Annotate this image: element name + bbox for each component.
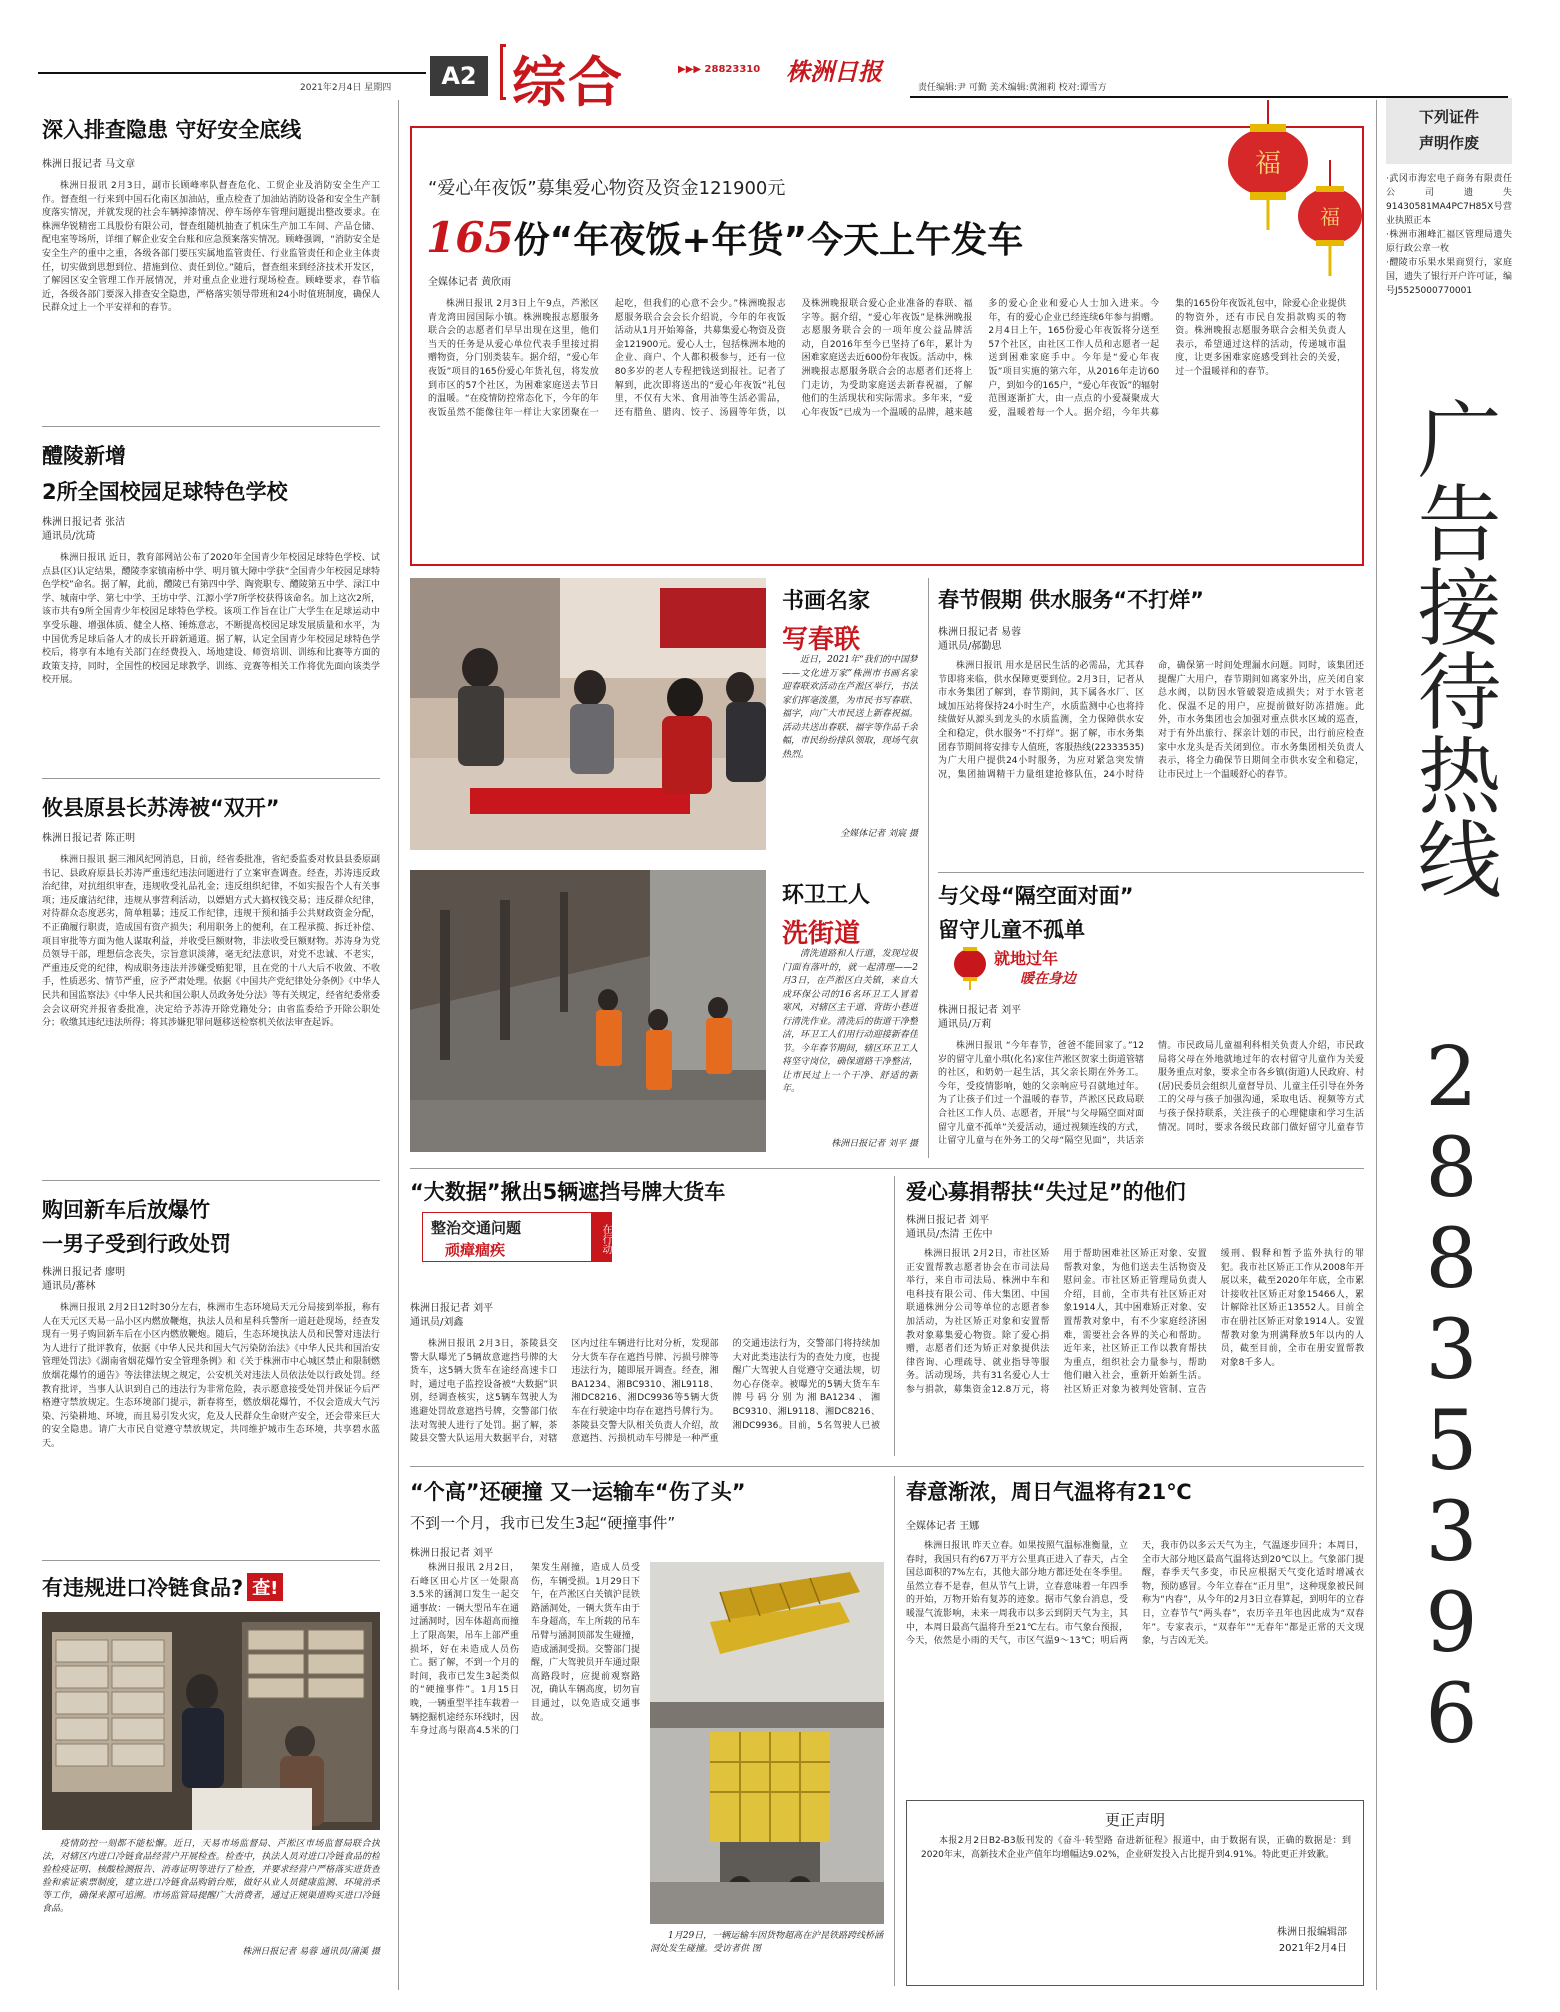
byline: 株洲日报记者 廖明	[42, 1267, 126, 1278]
lead-headline-number: 165	[426, 213, 514, 262]
section-name: 综合	[512, 51, 624, 114]
byline-2: 通讯员/杰清 王佐中	[906, 1229, 993, 1240]
headline: 与父母“隔空面对面”	[938, 884, 1134, 908]
headline: 深入排查隐患 守好安全底线	[42, 118, 302, 142]
headline: 春意渐浓，周日气温将有21℃	[906, 1480, 1192, 1504]
warehouse-scene	[42, 1612, 380, 1830]
local-new-year-badge	[950, 944, 1134, 994]
byline-2: 通讯员/沈琦	[42, 531, 96, 542]
article-coldchain	[42, 1572, 380, 1957]
headline: “大数据”揪出5辆遮挡号牌大货车	[410, 1180, 726, 1204]
byline-2: 通讯员/蕃林	[42, 1281, 96, 1292]
tag-side: 在行动	[591, 1213, 611, 1261]
article-football	[42, 440, 380, 752]
rule	[42, 1180, 380, 1181]
rule	[42, 426, 380, 427]
notice-title-2: 声明作废	[1418, 134, 1479, 152]
headline-2: 一男子受到行政处罚	[42, 1232, 231, 1256]
column-divider	[894, 1176, 895, 1456]
cleaning-caption: 清洗道路和人行道，发现垃圾门面有落叶的，就一起清理——2月3日，在芦淞区白关镇，来自大成环保公司的16名环卫工人冒着寒风，对辖区主干道、背街小巷进行清洗作业。清洗后的街道干净整洁，环卫工人们用行动迎接新春佳节。今年春节期间，辖区环卫工人将坚守岗位，确保道路干净整洁，让市民过上一个干净、舒适的新年。	[782, 949, 918, 1094]
headline: 有违规进口冷链食品?	[42, 1576, 244, 1600]
svg-text:福: 福	[1320, 205, 1340, 229]
crane-scene	[650, 1562, 884, 1924]
tall-body: 株洲日报讯 2月2日，石峰区田心片区一处限高3.5米的涵洞口发生一起交通事故：一辆大型吊车在通过涵洞时，因车体超高而撞上了限高架，吊车上部严重损坏，好在未造成人员伤亡。据了解，不到一个月的时间，我市已发生3起类似的“硬撞事件”。1月15日晚，一辆重型半挂车载着一辆挖掘机途经东环线时，因车身过高与限高4.5米的门架发生剐撞，造成人员受伤，车辆受损。1月29日下午，在芦淞区白关镇沪昆铁路涵洞处，一辆大货车由于车身超高，车上所载的吊车吊臂与涵洞顶部发生碰撞，造成涵洞受损。交警部门提醒，广大驾驶员开车通过限高路段时，应提前观察路况，确认车辆高度，切勿盲目通过，以免造成交通事故。	[410, 1563, 640, 1737]
headline: 爱心募捐帮扶“失过足”的他们	[906, 1180, 1186, 1204]
lantern-icon	[1210, 100, 1370, 290]
street-cleaning-photo	[410, 870, 766, 1152]
correction-title: 更正声明	[1104, 1811, 1165, 1829]
body-text: 株洲日报讯 2月2日，市社区矫正安置帮教志愿者协会在市司法局举行，来自市司法局、株洲中车和电科技有限公司、伟大集团、中国联通株洲分公司等单位的志愿者参加活动，为社区矫正对象和安置帮教对象募集爱心物资。除了爱心捐赠，志愿者们还为矫正对象提供法律咨询、心理疏导、就业指导等服务。活动现场，共有31名爱心人士参与捐款，募集资金12.8万元，将用于帮助困难社区矫正对象、安置帮教对象，为他们送去生活物资及慰问金。市社区矫正管理局负责人介绍，目前，全市共有社区矫正对象1914人，其中困难矫正对象、安置帮教对象中，有不少家庭经济困难，需要社会各界的关心和帮助。近年来，社区矫正工作以教育帮扶为重点，组织社会力量参与，帮助他们融入社会，重新开始新生活。社区矫正对象为被判处管制、宣告缓刑、假释和暂予监外执行的罪犯。我市社区矫正工作从2008年开展以来，截至2020年年底，全市累计接收社区矫正对象15466人，累计解除社区矫正13552人。目前全市在册社区矫正对象1914人。安置帮教对象为刑满释放5年以内的人员，截至目前，全市在册安置帮教对象8千多人。	[906, 1249, 1364, 1395]
rule	[42, 1560, 380, 1561]
tag-line-1: 整治交通问题	[431, 1219, 522, 1237]
cleaning-credit: 株洲日报记者 刘平 摄	[831, 1139, 918, 1149]
page-number: A2	[430, 56, 488, 96]
lead-body: 株洲日报讯 2月3日上午9点，芦淞区青龙湾田园国际小镇。株洲晚报志愿服务联合会的志愿者们早早出现在这里，他们当天的任务是从爱心单位代表手里接过捐赠物资，分门别类装车。据介绍，“爱心年夜饭”项目的165份爱心年货礼包，将发放到市区的57个社区，为困难家庭送去节日的温暖。“在疫情防控常态化下，今年的年夜饭虽然不能像往年一样让大家团聚在一起吃，但我们的心意不会少。”株洲晚报志愿服务联合会会长介绍说，今年的年夜饭活动从1月开始筹备，共募集爱心物资及资金121900元。爱心人士，包括株洲本地的企业、商户、个人都积极参与，还有一位80多岁的老人专程把钱送到报社。记者了解到，此次即将送出的“爱心年夜饭”礼包里，不仅有大米、食用油等生活必需品，还有腊鱼、腊肉、饺子、汤圆等年货，以及株洲晚报联合爱心企业准备的春联、福字等。据介绍，“爱心年夜饭”是株洲晚报志愿服务联合会的一项年度公益品牌活动，自2016年至今已坚持了6年，累计为困难家庭送去近600份年夜饭。活动中，株洲晚报志愿服务联合会的志愿者们还将上门走访，为受助家庭送去新春祝福，了解他们的生活现状和实际需求。多年来，“爱心年夜饭”已成为一个温暖的品牌，越来越多的爱心企业和爱心人士加入进来。今年，有的爱心企业已经连续6年参与捐赠。2月4日上午，165份爱心年夜饭将分送至57个社区，由社区工作人员和志愿者一起送到困难家庭手中。今年是“爱心年夜饭”项目实施的第六年，从2016年走访60户，到如今的165户，“爱心年夜饭”的辐射范围逐渐扩大，由一点点的小爱凝聚成大爱，温暖着每一个人。据介绍，今年共募集的165份年夜饭礼包中，除爱心企业提供的物资外，还有市民自发捐款购买的物资。株洲晚报志愿服务联合会相关负责人表示，希望通过这样的活动，传递城市温度，让更多困难家庭感受到社会的关爱，过一个温暖祥和的春节。	[428, 299, 1346, 418]
label-line-2: 写春联	[782, 625, 861, 655]
column-divider	[398, 100, 399, 1990]
calligraphy-label	[782, 584, 918, 656]
article-firecracker	[42, 1194, 380, 1516]
rule	[42, 778, 380, 779]
label-line-1: 环卫工人	[782, 883, 871, 908]
headline: 春节假期 供水服务“不打烊”	[938, 588, 1204, 612]
street-scene	[410, 870, 766, 1152]
headline-2: 2所全国校园足球特色学校	[42, 480, 288, 504]
byline: 株洲日报记者 刘平	[410, 1548, 494, 1559]
notice-item: ·醴陵市乐果水果商贸行，家庭国，遗失了银行开户许可证，编号J5525000770001	[1386, 258, 1513, 296]
ad-label: 广告接待热线	[1404, 396, 1502, 900]
header-date: 2021年2月4日 星期四	[300, 83, 392, 93]
paper-logo: 株洲日报	[786, 57, 882, 86]
masthead	[0, 0, 1560, 114]
article-trucks	[410, 1176, 880, 1206]
correction-box	[906, 1800, 1364, 1986]
byline: 株洲日报记者 刘平	[906, 1215, 990, 1226]
notice-item: ·武冈市海宏电子商务有限责任公司遗失91430581MA4PC7H85X号营业执照正本	[1386, 174, 1512, 226]
photo-caption: 疫情防控一刻都不能松懈。近日，天易市场监督局、芦淞区市场监督局联合执法，对辖区内进口冷链食品经营户开展检查。检查中，执法人员对进口冷链食品的检验检疫证明、核酸检测报告、消毒证明等进行了检查，并要求经营户严格落实进货查验和索证索票制度，建立进口冷链食品购销台账，做好从业人员健康监测、环境消杀等工作，确保来源可追溯。市场监管局提醒广大消费者，通过正规渠道购买进口冷链食品。	[42, 1839, 380, 1914]
lead-headline	[426, 212, 1023, 263]
byline: 株洲日报记者 陈正明	[42, 833, 136, 844]
byline-2: 通讯员/郝勤思	[938, 641, 1002, 652]
lead-kicker: “爱心年夜饭”募集爱心物资及资金121900元	[428, 178, 786, 199]
children-byline: 株洲日报记者 刘平	[938, 1005, 1022, 1016]
cleaning-label	[782, 878, 918, 950]
correction-body: 本报2月2日B2-B3版刊发的《奋斗·转型路 奋进新征程》报道中，由于数据有误，正确的数据是：到2020年末，高新技术企业产值年均增幅达9.02%，企业研发投入占比提升到4.91%。特此更正并致歉。	[921, 1836, 1351, 1860]
sidebar-divider	[1376, 100, 1377, 1990]
byline: 株洲日报记者 马文章	[42, 159, 136, 170]
subheadline: 不到一个月，我市已发生3起“硬撞事件”	[410, 1514, 676, 1532]
calligraphy-caption: 近日，2021年“我们的中国梦——文化进万家”株洲市书画名家迎春联欢活动在芦淞区举行，书法家们挥毫泼墨，为市民书写春联、福字，向广大市民送上新春祝福。活动共送出春联、福字等作品千余幅，市民纷纷排队领取，现场气氛热烈。	[782, 655, 918, 760]
section-bracket	[500, 44, 506, 100]
badge-line-1: 就地过年	[994, 949, 1059, 968]
lead-headline-text: 份“年夜饭+年货”今天上午发车	[513, 220, 1024, 261]
calligraphy-credit: 全媒体记者 刘宸 摄	[840, 829, 918, 839]
correction-date: 2021年2月4日	[1278, 1943, 1347, 1954]
badge-line-2: 暖在身边	[1020, 971, 1076, 987]
header-rule-left	[38, 72, 426, 74]
trucks-body: 株洲日报讯 2月3日，茶陵县交警大队曝光了5辆故意遮挡号牌的大货车，这5辆大货车在途经高速卡口时，通过电子监控设备被“大数据”识别，经调查核实，这5辆车驾驶人为逃避处罚故意遮挡号牌，交警部门依法对驾驶人进行了处罚。据了解，茶陵县交警大队运用大数据平台，对辖区内过往车辆进行比对分析，发现部分大货车存在遮挡号牌、污损号牌等违法行为，随即展开调查。经查，湘BA1234、湘BC9310、湘L9118、湘DC8216、湘DC9936等5辆大货车在行驶途中均存在遮挡号牌行为。茶陵县交警大队相关负责人介绍，故意遮挡、污损机动车号牌是一种严重的交通违法行为，交警部门将持续加大对此类违法行为的查处力度，也提醒广大驾驶人自觉遵守交通法规，切勿心存侥幸。被曝光的5辆大货车车牌号码分别为湘BA1234、湘BC9310、湘L9118、湘DC8216、湘DC9936。目前，5名驾驶人已被	[410, 1339, 880, 1445]
label-line-1: 书画名家	[782, 589, 871, 614]
label-line-2: 洗街道	[782, 919, 861, 949]
photo-credit: 株洲日报记者 易蓉 通讯员/蒲溪 摄	[242, 1947, 380, 1957]
crane-caption: 1月29日，一辆运输车因货物超高在沪昆铁路跨线桥涵洞处发生碰撞。受访者供 图	[650, 1931, 884, 1954]
article-donation	[906, 1176, 1364, 1456]
article-tall-vehicle	[410, 1476, 880, 1561]
calligraphy-scene	[410, 578, 766, 850]
body-text: 株洲日报讯 据三湘风纪网消息，日前，经省委批准，省纪委监委对攸县县委原副书记、县政府原县长苏涛严重违纪违法问题进行了立案审查调查。经查，苏涛违反政治纪律，对抗组织审查，违规收受礼品礼金；违反组织纪律，不如实报告个人有关事项；违反廉洁纪律，违规从事营利活动，以嫖娼方式大搞权钱交易；违反群众纪律，对待群众态度恶劣，简单粗暴；违反工作纪律，违规干预和插手公共财政资金分配，不正确履行职责，造成国有资产损失；利用职务上的便利，在工程承揽、拆迁补偿、项目审批等方面为他人谋取利益，并收受巨额财物，非法收受巨额财物。苏涛身为党员领导干部，理想信念丧失，宗旨意识淡薄，毫无纪法意识，对党不忠诚、不老实，严重违反党的纪律，构成职务违法并涉嫌受贿犯罪，且在党的十八大后不收敛、不收手，性质恶劣、情节严重，应予严肃处理。依据《中国共产党纪律处分条例》《中华人民共和国监察法》《中华人民共和国公职人员政务处分法》等有关规定，经省纪委常委会会议研究并报省委批准，决定给予苏涛开除党籍处分；由省监委给予开除公职处分；收缴其违纪违法所得；将其涉嫌犯罪问题移送检察机关依法审查起诉。	[42, 855, 380, 1029]
rule	[410, 1168, 1364, 1169]
svg-text:福: 福	[1254, 149, 1282, 179]
headline: 购回新车后放爆竹	[42, 1198, 210, 1222]
column-divider	[928, 578, 929, 1158]
byline: 株洲日报记者 张洁	[42, 517, 126, 528]
lantern-decoration	[1210, 100, 1370, 290]
body-text: 株洲日报讯 2月2日12时30分左右，株洲市生态环境局天元分局接到举报，称有人在天元区天易一品小区内燃放鞭炮，执法人员和星科兵警所一道赶赴现场，经查发现有一男子购回新车后在小区内燃放鞭炮。随后，生态环境执法人员和民警对违法行为人进行了批评教育，依据《中华人民共和国大气污染防治法》《中华人民共和国治安管理处罚法》《湖南省烟花爆竹安全管理条例》和《关于株洲市中心城区禁止和限制燃放烟花爆竹的通告》等法律法规之规定，公安机关对违法人员依法处以行政处罚。经教育批评，当事人认识到自己的违法行为非常危险，表示愿意接受处罚并保证今后严格遵守禁放规定。生态环境部门提示，新春将至，燃放烟花爆竹，不仅会造成大气污染、污染耕地、环境，而且易引发火灾，危及人民群众生命财产安全，还会带来巨大的安全隐患。请广大市民自觉遵守禁放规定，共同维护城市生态环境，共享碧水蓝天。	[42, 1303, 380, 1449]
check-stamp: 查!	[247, 1573, 283, 1601]
article-safety	[42, 114, 380, 416]
article-water	[938, 584, 1364, 876]
notice-list	[1386, 172, 1512, 298]
calligraphy-photo	[410, 578, 766, 850]
hotline: ▶▶▶ 28823310	[678, 64, 761, 75]
trucks-byline: 株洲日报记者 刘平	[410, 1303, 494, 1314]
headline-2: 留守儿童不孤单	[938, 918, 1085, 942]
notice-title-1: 下列证件	[1418, 108, 1479, 126]
correction-sign: 株洲日报编辑部	[1277, 1927, 1347, 1938]
headline: “个高”还硬撞 又一运输车“伤了头”	[410, 1480, 746, 1504]
children-body-col1: 株洲日报讯 “今年春节，爸爸不能回家了。”12岁的留守儿童小琪(化名)家住芦淞区贺家土街道管辖的社区，和奶奶一起生活，其父亲长期在外务工。今年，受疫情影响，她的父亲响应号召就地过年。为了让孩子们过一个温暖的春节，芦淞区民政局联合社区工作人员、志愿者，开展“与父母隔空面对面 留守儿童不孤单”关爱活动，通过视频连线的方式，让留守儿童与在外务工的父母“隔空见面”，共话亲情。市民政局儿童福利科相关负责人介绍，市民政局将父母在外地就地过年的农村留守儿童作为关爱服务重点对象，要求全市各乡镇(街道)人民政府、村(居)民委员会组织儿童督导员、儿童主任引导在外务工的父母与孩子加强沟通，采取电话、视频等方式与孩子保持联系，关注孩子的心理健康和学习生活情况。同时，要求各级民政部门做好留守儿童春节	[938, 1041, 1364, 1147]
notice-box	[1386, 98, 1512, 164]
rule	[410, 1466, 1364, 1467]
headline: 醴陵新增	[42, 444, 126, 468]
crane-photo	[650, 1562, 884, 1924]
column-divider	[894, 1476, 895, 1986]
lead-byline: 全媒体记者 黄欣雨	[428, 277, 512, 288]
notice-item: ·株洲市湘峰汇福区管理局遗失原行政公章一枚	[1386, 230, 1512, 254]
tag-line-2: 顽瘴痼疾	[445, 1241, 506, 1259]
body-text: 株洲日报讯 用水是居民生活的必需品，尤其春节即将来临，供水保障更要到位。2月3日，记者从市水务集团了解到，春节期间，其下属各水厂、区域加压站将保持24小时生产，水质监测中心也将持续做好从源头到龙头的水质监测，全力保障供水安全和稳定，供水服务“不打烊”。据了解，市水务集团春节期间将安排专人值班，客服热线(22333535)为广大用户提供24小时服务，为应对紧急突发情况，集团抽调精干力量组建抢修队伍，24小时待命，确保第一时间处理漏水问题。同时，该集团还提醒广大用户，春节期间如离家外出，应关闭自家总水阀，以防因水管破裂造成损失；对于水管老化、保温不足的用户，应提前做好防冻措施。此外，市水务集团也会加强对重点供水区域的巡查，对于有外出旅行、探亲计划的市民，出行前应检查家中水龙头是否关闭到位。市水务集团相关负责人表示，将全力确保节日期间全市供水安全和稳定，让市民过上一个温暖舒心的春节。	[938, 661, 1364, 780]
editors-line: 责任编辑:尹 可勤 美术编辑:黄湘莉 校对:谭雪方	[918, 83, 1107, 93]
headline: 攸县原县长苏涛被“双开”	[42, 796, 280, 820]
body-text: 株洲日报讯 昨天立春。如果按照气温标准衡量，立春时，我国只有约67万平方公里真正进入了春天，占全国总面积的7%左右，其他大部分地方都还处在冬季里。虽然立春不是春，但从节气上讲，立春意味着一年四季的开始，万物开始有复苏的迹象。据市气象台消息，受暖湿气流影响，未来一周我市以多云到阴天气为主，其中，本周日最高气温将升至21℃左右。市气象台预报，今天，依然是小雨的天气，市区气温9～13℃；明后两天，我市仍以多云天气为主，气温逐步回升；本周日，全市大部分地区最高气温将达到20℃以上。气象部门提醒，春季天气多变，市民应根据天气变化适时增减衣物，预防感冒。今年立春在“正月里”，这种现象被民间称为“内春”，从今年的2月3日立春算起，到明年的立春日，立春节气“两头春”，农历辛丑年也因此成为“双春年”。专家表示，“双春年”“无春年”都是正常的天文现象，与吉凶无关。	[906, 1541, 1364, 1647]
children-byline-2: 通讯员/万莉	[938, 1019, 992, 1030]
body-text: 株洲日报讯 近日，教育部网站公布了2020年全国青少年校园足球特色学校、试点县(区)认定结果，醴陵李家镇南桥中学、明月镇大障中学获“全国青少年校园足球特色学校”命名。据了解，此前，醴陵已有第四中学、陶瓷职专、醴陵第五中学、渌江中学、城南中学、第七中学、王坊中学、江源小学7所学校获得该命名。加上这次2所，该市共有9所全国青少年校园足球特色学校。该项工作旨在让广大学生在足球运动中享受乐趣、增强体质、健全人格、锤炼意志，不断提高校园足球发展质量和水平，为中国优秀足球后备人才的成长开辟新通道。据了解，认定全国青少年校园足球特色学校后，将享有本地有关部门在经费投入、场地建设、师资培训、训练和比赛等方面的政策支持，同时，全国性的校园足球教学、训练、竞赛等相关工作将优先面向该类学校开展。	[42, 553, 380, 686]
article-weather	[906, 1476, 1364, 1752]
article-children	[938, 880, 1364, 944]
coldchain-photo	[42, 1612, 380, 1830]
byline: 株洲日报记者 易蓉	[938, 627, 1022, 638]
traffic-tag	[422, 1212, 612, 1262]
ad-number: 28835396	[1404, 1030, 1499, 1758]
trucks-byline-2: 通讯员/刘鑫	[410, 1317, 464, 1328]
rule	[938, 872, 1364, 873]
byline: 全媒体记者 王娜	[906, 1521, 980, 1532]
lantern-small-icon	[950, 944, 990, 990]
article-sutao	[42, 792, 380, 1152]
body-text: 株洲日报讯 2月3日，副市长顾峰率队督查危化、工贸企业及消防安全生产工作。督查组一行来到中国石化南区加油站，重点检查了加油站消防设备和安全生产制度落实情况，并就发现的社会车辆掉漆情况、停车场停车管理问题提出整改要求。在株洲华锐精密工具股份有限公司，督查组随机抽查了机床生产加工车间、产品仓储、配电室等场所，详细了解企业安全台账和应急预案落实情况。顾峰强调，“消防安全是安全生产的重中之重，各级各部门要压实属地监管责任、行业监管责任和企业主体责任，切实做到思想到位、措施到位、责任到位。”随后，督查组来到经济技术开发区，了解园区安全管理工作开展情况，并对重点企业进行现场检查。顾峰要求，春节临近，各级各部门要深入排查安全隐患，严格落实领导带班和24小时值班制度，确保人民群众过上一个平安祥和的春节。	[42, 181, 380, 314]
